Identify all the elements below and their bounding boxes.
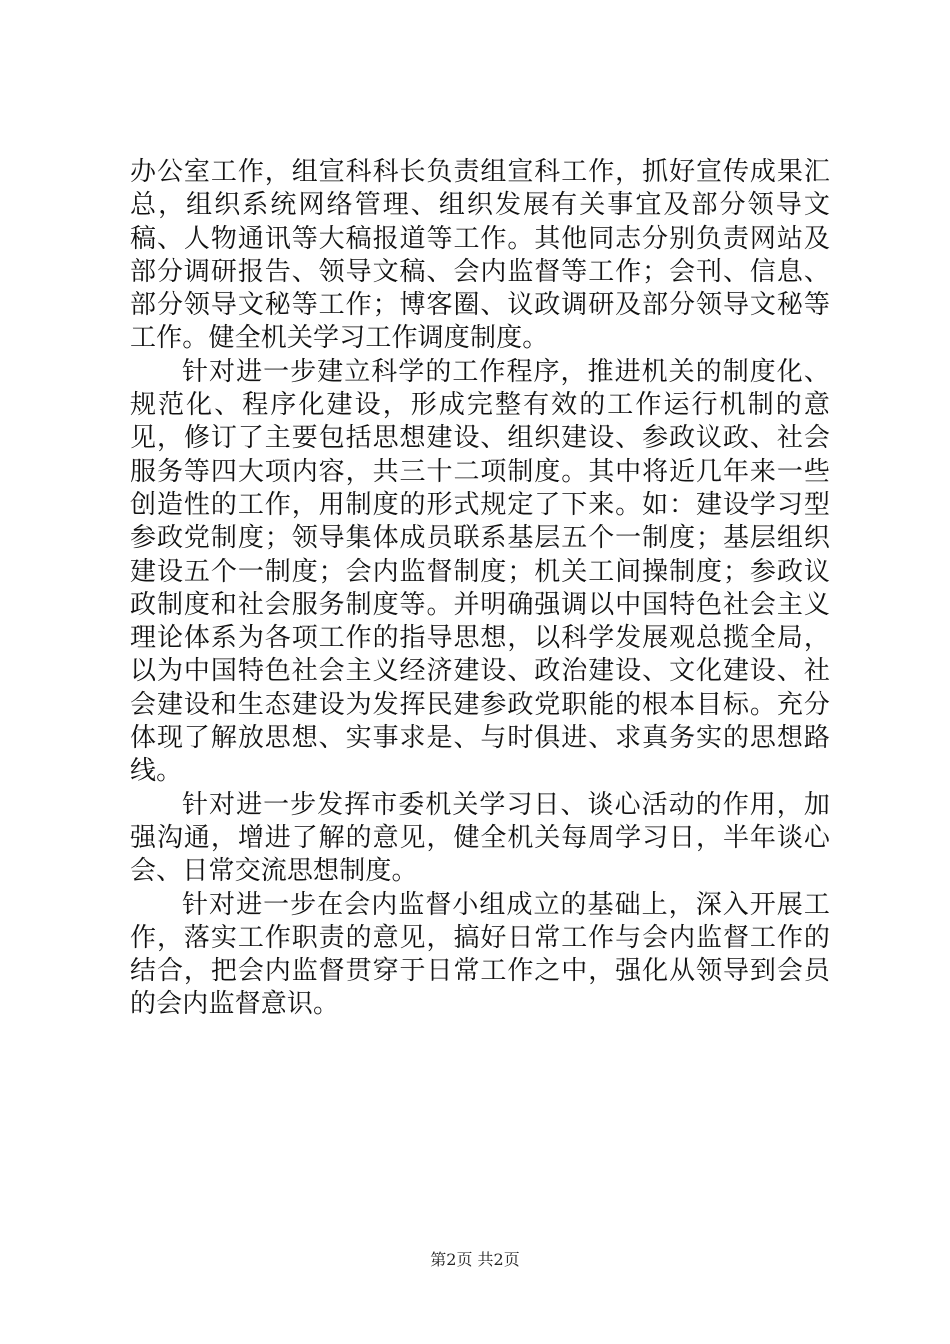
document-body <box>130 156 830 1022</box>
paragraph-4: 针对进一步在会内监督小组成立的基础上，深入开展工作，落实工作职责的意见，搞好日常工作与会内监督工作的结合，把会内监督贯穿于日常工作之中，强化从领导到会员的会内监督意识。 <box>130 889 830 1020</box>
page-footer: 第2页 共2页 <box>430 1250 520 1269</box>
paragraph-3: 针对进一步发挥市委机关学习日、谈心活动的作用，加强沟通，增进了解的意见，健全机关每周学习日，半年谈心会、日常交流思想制度。 <box>130 789 830 887</box>
paragraph-2: 针对进一步建立科学的工作程序，推进机关的制度化、规范化、程序化建设，形成完整有效的工作运行机制的意见，修订了主要包括思想建设、组织建设、参政议政、社会服务等四大项内容，共三十二项制度。其中将近几年来一些创造性的工作，用制度的形式规定了下来。如：建设学习型参政党制度；领导集体成员联系基层五个一制度；基层组织建设五个一制度；会内监督制度；机关工间操制度；参政议政制度和社会服务制度等。并明确强调以中国特色社会主义理论体系为各项工作的指导思想，以科学发展观总揽全局，以为中国特色社会主义经济建设、政治建设、文化建设、社会建设和生态建设为发挥民建参政党职能的根本目标。充分体现了解放思想、实事求是、与时俱进、求真务实的思想路线。 <box>130 356 830 787</box>
paragraph-1: 办公室工作，组宣科科长负责组宣科工作，抓好宣传成果汇总，组织系统网络管理、组织发展有关事宜及部分领导文稿、人物通讯等大稿报道等工作。其他同志分别负责网站及部分调研报告、领导文稿、会内监督等工作；会刊、信息、部分领导文秘等工作；博客圈、议政调研及部分领导文秘等工作。健全机关学习工作调度制度。 <box>130 157 830 354</box>
